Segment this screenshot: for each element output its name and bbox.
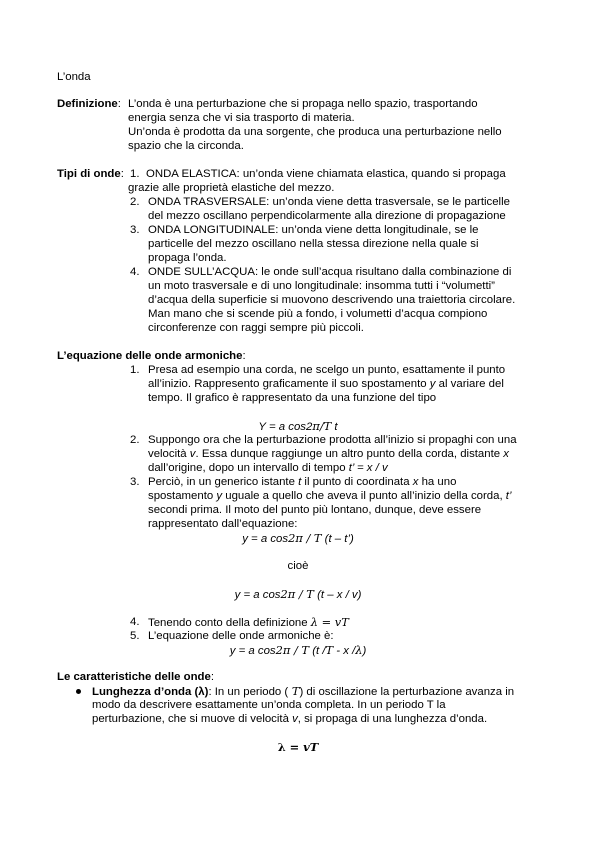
formula-3-c: (t – x / v) [313,589,362,601]
bullet-icon [76,689,81,694]
wavelength-formula-b: vT [303,740,319,754]
equation-heading-sep: : [242,350,246,362]
eq-item-4-a: Tenendo conto della definizione [148,617,311,629]
formula-2-b: 2π / T [288,531,322,545]
type-3-num: 3. [130,224,140,236]
type-4-line-2: un moto trasversale e di uno longitudinale: insomma tutti i “volumetti” [148,280,495,292]
formula-1-a: Y = a cos2 [258,421,313,433]
type-1-line-1: ONDA ELASTICA: un’onda viene chiamata elastica, quando si propaga [146,168,506,180]
types-sep: : [120,168,124,180]
wavelength-line-1c: ) di oscillazione la perturbazione avanza in [299,686,515,698]
eq-item-2-line-1: Suppongo ora che la perturbazione prodotta all’inizio si propaghi con una [148,434,517,446]
wavelength-line-1a: : In un periodo ( [208,686,289,698]
wavelength-line-2: modo da descrivere esattamente un’onda completa. In un periodo T la [92,699,446,711]
wavelength-line-3 [92,713,487,727]
eq-item-4-line [148,616,349,631]
eq-item-1-num: 1. [130,364,140,376]
characteristics-heading [57,671,214,685]
formula-2-c: (t – t’) [321,533,354,545]
type-1-line-2: grazie alle proprietà elastiche del mezzo. [128,182,335,194]
eq-item-3-line-2c: uguale a quello che aveva il punto all’inizio della corda, [222,490,506,502]
wavelength-T: T [288,684,300,698]
wavelength-line-3a: perturbazione, che si muove di velocità [92,713,293,725]
type-4-line-3: d’acqua della superficie si muovono descrivendo una traiettoria circolare. [148,294,516,306]
eq-item-5-line: L’equazione delle onde armoniche è: [148,630,334,642]
eq-item-3-line-2a: spostamento [148,490,217,502]
definition-line-1: L’onda è una perturbazione che si propaga nello spazio, trasportando [128,98,478,110]
cioe-text: cioè [287,560,309,572]
equation-heading [57,350,246,364]
formula-2-a: y = a cos [242,533,289,545]
formula-1 [0,420,596,435]
eq-item-3-t-prime: t’ [505,490,512,502]
eq-item-3-x: x [412,476,419,488]
definition-sep: : [117,98,121,110]
eq-item-1-y: y [429,378,436,390]
definition-line-3: Un’onda è prodotta da una sorgente, che produca una perturbazione nello [128,126,502,138]
eq-item-3-line-1e: ha uno [418,476,457,488]
eq-item-2-num: 2. [130,434,140,446]
eq-item-3-t: t [298,476,302,488]
eq-item-2-line-3 [148,462,388,476]
eq-item-2-t-prime: t’ = x / v [348,462,388,474]
formula-4-d: T [325,643,334,657]
type-4-line-5: circonferenze con raggi sempre più piccoli. [148,322,364,334]
formula-4-g: ) [362,645,367,657]
wavelength-line-1 [92,685,514,700]
types-label-line [57,168,124,182]
eq-item-1-line-2c: al variare del [435,378,504,390]
formula-4-a: y = a cos [229,645,276,657]
eq-item-3-y: y [216,490,223,502]
eq-item-2-line-2c: . Essa dunque raggiunge un altro punto della corda, distante [195,448,504,460]
eq-item-3-line-1c: il punto di coordinata [301,476,413,488]
definition-label: Definizione [57,98,118,110]
formula-4-c: (t / [309,645,326,657]
type-2-line-2: del mezzo oscillano perpendicolarmente alla direzione di propagazione [148,210,506,222]
eq-item-4-num: 4. [130,616,140,628]
eq-item-5-num: 5. [130,630,140,642]
eq-item-3-line-4: rappresentato dall’equazione: [148,518,298,530]
page-title: L’onda [57,71,91,83]
formula-3-b: 2π / T [280,587,314,601]
type-3-line-1: ONDA LONGITUDINALE: un’onda viene detta longitudinale, se le [148,224,479,236]
eq-item-2-line-2a: velocità [148,448,190,460]
definition-line-2: energia senza che vi sia trasporto di materia. [128,112,355,124]
formula-4 [0,644,596,659]
type-4-line-1: ONDE SULL’ACQUA: le onde sull’acqua risultano dalla combinazione di [148,266,512,278]
eq-item-2-line-3a: dall’origine, dopo un intervallo di tempo [148,462,349,474]
type-1-num: 1. [130,168,140,180]
wavelength-formula [0,741,596,756]
characteristics-heading-text: Le caratteristiche delle onde [57,671,211,683]
type-2-num: 2. [130,196,140,208]
eq-item-3-line-1a: Perciò, in un generico istante [148,476,299,488]
formula-1-c: t [331,421,338,433]
definition-line-4: spazio che la circonda. [128,140,244,152]
eq-item-3-line-3: secondi prima. Il moto del punto più lontano, dunque, deve essere [148,504,482,516]
formula-3-a: y = a cos [234,589,281,601]
formula-1-b: π/T [312,419,332,433]
equation-heading-text: L’equazione delle onde armoniche [57,350,243,362]
eq-item-2-v: v [189,448,196,460]
formula-4-e: - x / [333,645,356,657]
eq-item-1-line-3: tempo. Il grafico è rappresentato da una funzione del tipo [148,392,437,404]
eq-item-2-line-2 [148,448,509,462]
eq-item-3-num: 3. [130,476,140,488]
eq-item-2-x: x [503,448,509,460]
type-4-num: 4. [130,266,140,278]
formula-2 [0,532,596,547]
definition-label-line [57,98,121,112]
wavelength-v: v [292,713,298,725]
wavelength-formula-a: λ = [277,740,304,754]
wavelength-term: Lunghezza d’onda (λ) [92,686,209,698]
type-3-line-2: particelle del mezzo oscillano nella stessa direzione nella quale si [148,238,479,250]
type-4-line-4: Man mano che si scende più a fondo, i volumetti d’acqua compiono [148,308,488,320]
eq-item-1-line-2a: all’inizio. Rappresento graficamente il suo spostamento [148,378,430,390]
characteristics-heading-sep: : [210,671,215,683]
formula-3 [0,588,596,603]
formula-4-f: λ [355,643,363,657]
eq-item-1-line-1: Presa ad esempio una corda, ne scelgo un punto, esattamente il punto [148,364,506,376]
eq-item-3-line-2 [148,490,511,504]
type-2-line-1: ONDA TRASVERSALE: un’onda viene detta trasversale, se le particelle [148,196,510,208]
wavelength-line-3c: , si propaga di una lunghezza d’onda. [297,713,488,725]
eq-item-3-line-1 [148,476,456,490]
type-3-line-3: propaga l’onda. [148,252,227,264]
eq-item-4-lambda-formula: λ = vT [310,615,349,629]
types-label: Tipi di onde [57,168,121,180]
formula-4-b: 2π / T [275,643,310,657]
eq-item-1-line-2 [148,378,504,392]
